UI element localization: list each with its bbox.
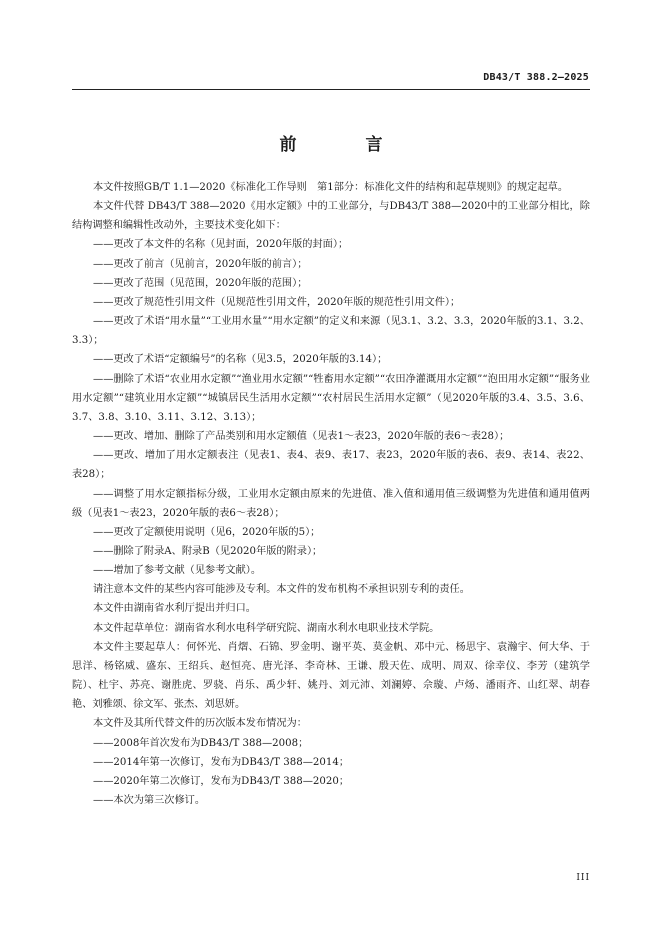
change-list-item: ——更改了前言（见前言，2020年版的前言）； bbox=[93, 258, 308, 270]
paragraph: 本文件按照GB/T 1.1—2020《标准化工作导则 第1部分：标准化文件的结构和起草规则》的规定起草。 bbox=[93, 182, 569, 193]
patent-notice: 请注意本文件的某些内容可能涉及专利。本文件的发布机构不承担识别专利的责任。 bbox=[93, 584, 470, 596]
version-history-item: ——2008年首次发布为DB43/T 388—2008； bbox=[93, 737, 309, 749]
version-history-item: ——2020年第二次修订，发布为DB43/T 388—2020； bbox=[93, 775, 350, 787]
change-list-item: ——更改了规范性引用文件（见规范性引用文件，2020年版的规范性引用文件）； bbox=[93, 296, 461, 308]
header-rule bbox=[72, 89, 590, 90]
change-list-item: ——更改了范围（见范围，2020年版的范围）； bbox=[93, 277, 308, 289]
proposer-statement: 本文件由湖南省水利厅提出并归口。 bbox=[93, 603, 256, 615]
change-list-item: ——更改了术语“定额编号”的名称（见3.5，2020年版的3.14）； bbox=[93, 354, 388, 366]
page-number: III bbox=[576, 873, 590, 883]
change-list-item: ——更改、增加了用水定额表注（见表1、表4、表9、表17、表23，2020年版的表6、表9、表14、表22、表28）； bbox=[72, 450, 590, 481]
drafting-units: 本文件起草单位：湖南省水利水电科学研究院、湖南水利水电职业技术学院。 bbox=[93, 622, 440, 634]
foreword-body bbox=[72, 178, 590, 810]
change-list-item: ——更改了术语“用水量”“工业用水量”“用水定额”的定义和来源（见3.1、3.2、3.3，2020年版的3.1、3.2、3.3）； bbox=[72, 316, 590, 347]
change-list-item: ——删除了术语“农业用水定额”“渔业用水定额”“牲畜用水定额”“农田净灌溉用水定额”“泡田用水定额”“服务业用水定额”“建筑业用水定额”“城镇居民生活用水定额”“农村居民生活用水定额”（见2020年版的3.4、3.5、3.6、3.7、3.8、3.10、3.11、3.12、3.13）； bbox=[72, 373, 590, 423]
change-list-item: ——增加了参考文献（见参考文献）。 bbox=[93, 565, 262, 577]
version-history-item: ——2014年第一次修订，发布为DB43/T 388—2014； bbox=[93, 756, 350, 768]
change-list-item: ——更改了定额使用说明（见6，2020年版的5）； bbox=[93, 526, 321, 538]
change-list-item: ——调整了用水定额指标分级，工业用水定额由原来的先进值、准入值和通用值三级调整为先进值和通用值两级（见表1～表23，2020年版的表6～表28）； bbox=[72, 488, 590, 519]
version-history-item: ——本次为第三次修订。 bbox=[93, 795, 206, 806]
document-code: DB43/T 388.2—2025 bbox=[483, 72, 589, 83]
version-history-intro: 本文件及其所代替文件的历次版本发布情况为： bbox=[93, 718, 307, 730]
paragraph: 本文件代替 DB43/T 388—2020《用水定额》中的工业部分，与DB43/T 388—2020中的工业部分相比，除结构调整和编辑性改动外，主要技术变化如下： bbox=[72, 201, 590, 232]
change-list-item: ——删除了附录A、附录B（见2020年版的附录）； bbox=[93, 545, 323, 557]
drafters: 本文件主要起草人：何怀光、肖熠、石锦、罗金明、谢平英、莫金帆、邓中元、杨思宇、袁瀚宇、何大华、于思洋、杨铭威、盛东、王绍兵、赵恒亮、唐光泽、李奇林、王谦、殷天佐、成明、周双、徐幸仪、李芳（建筑学院）、杜宇、苏亮、谢胜虎、罗骁、肖乐、禹少轩、姚丹、刘元沛、刘澜婷、佘璇、卢炀、潘雨齐、山红翠、胡春艳、刘雅颂、徐文军、张杰、刘思妍。 bbox=[72, 641, 590, 711]
page-title: 前 言 bbox=[279, 135, 409, 155]
change-list-item: ——更改了本文件的名称（见封面，2020年版的封面）； bbox=[93, 239, 349, 251]
change-list-item: ——更改、增加、删除了产品类别和用水定额值（见表1～表23，2020年版的表6～表28）； bbox=[93, 431, 510, 443]
